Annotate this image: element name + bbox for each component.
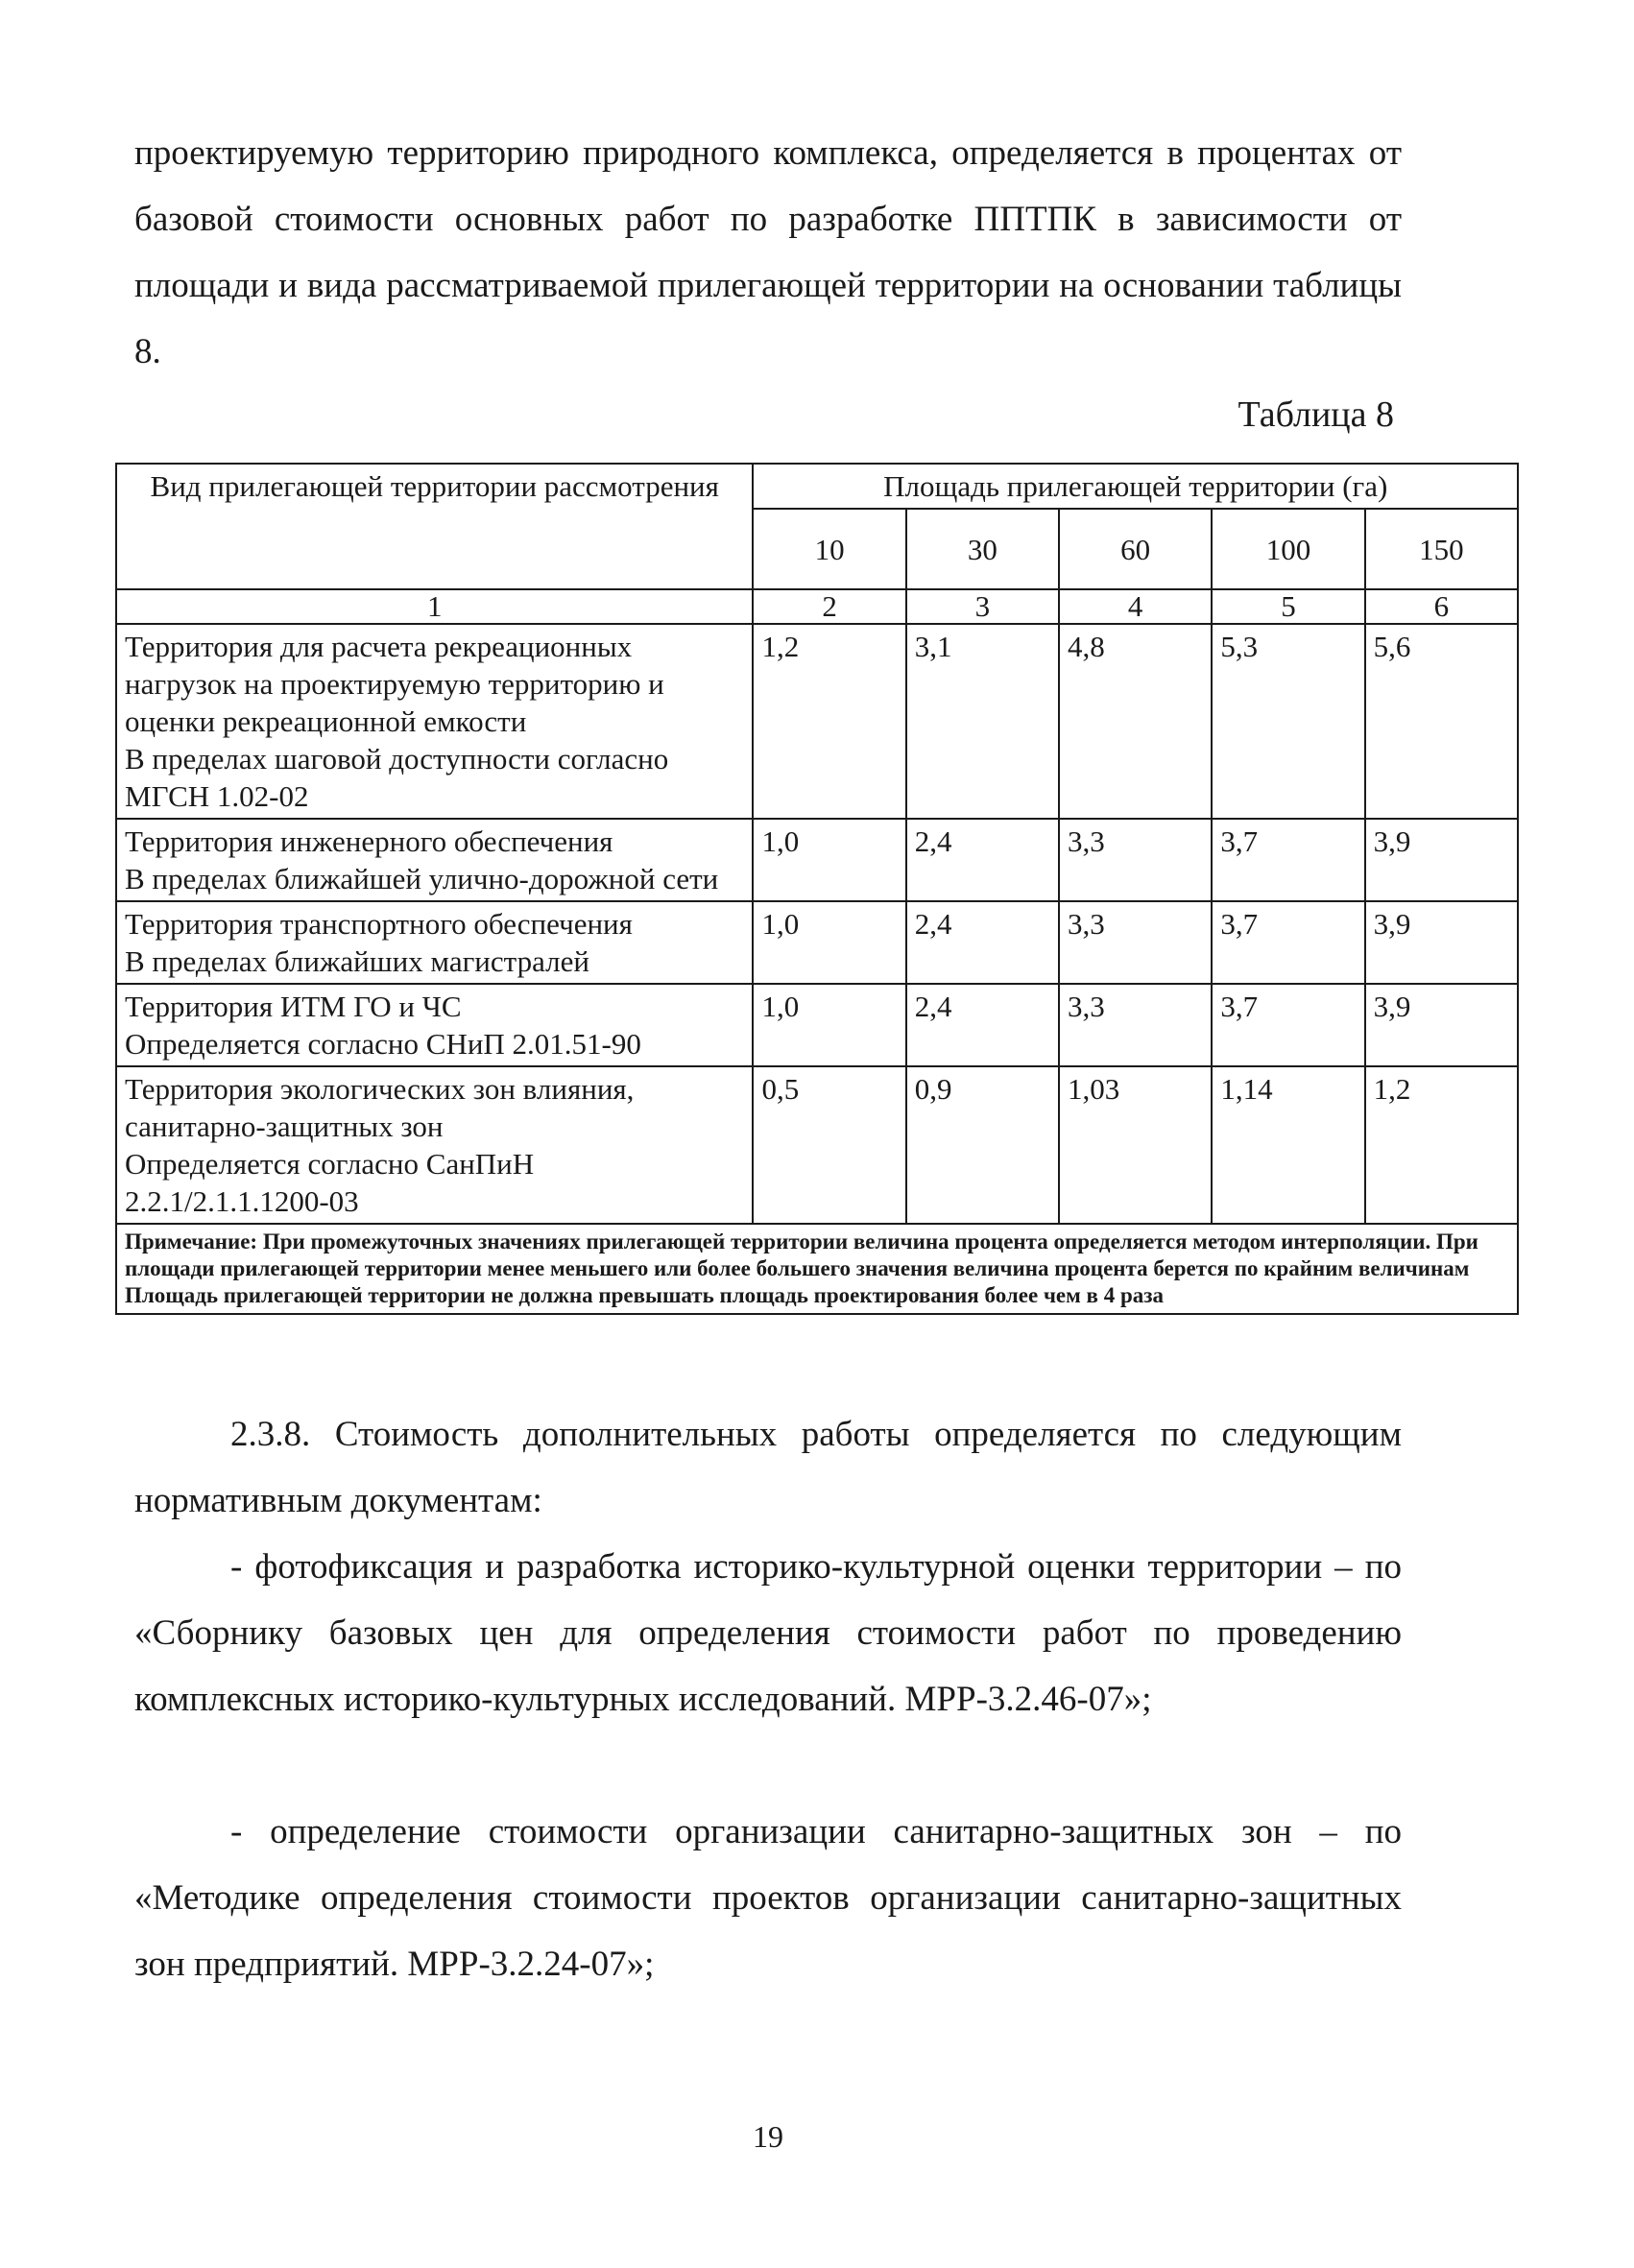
- table-row: [116, 624, 1518, 819]
- value-cell: 3,9: [1365, 984, 1518, 1066]
- bullet-photo-fixation: - фотофиксация и разработка историко-культурной оценки территории – по «Сборнику базовых цен для определения стоимости работ по проведению комплексных историко-культурных исследований. МРР-3.2.46-07»;: [134, 1547, 1402, 1719]
- table-note-row: [116, 1224, 1518, 1314]
- table-header-row: [116, 464, 1518, 509]
- value-cell: 2,4: [906, 819, 1059, 901]
- row-label: [116, 624, 753, 819]
- index-cell: 1: [116, 589, 753, 624]
- value-cell: 3,9: [1365, 901, 1518, 984]
- value-cell: 1,03: [1059, 1066, 1212, 1224]
- value-cell: 5,3: [1212, 624, 1364, 819]
- intro-paragraph: проектируемую территорию природного комплекса, определяется в процентах от базовой стоимости основных работ по разработке ППТПК в зависимости от площади и вида рассматриваемой прилегающей территории на основании таблицы 8.: [134, 133, 1402, 371]
- value-cell: 2,4: [906, 984, 1059, 1066]
- header-area-col: 150: [1365, 509, 1518, 589]
- row-label-line: Территория инженерного обеспечения: [125, 824, 613, 858]
- value-cell: 3,3: [1059, 819, 1212, 901]
- header-area-col: 100: [1212, 509, 1364, 589]
- table-index-row: [116, 589, 1518, 624]
- value-cell: 0,9: [906, 1066, 1059, 1224]
- row-label: [116, 819, 753, 901]
- value-cell: 3,1: [906, 624, 1059, 819]
- row-label-line: Территория транспортного обеспечения: [125, 907, 633, 941]
- value-cell: 1,2: [753, 624, 905, 819]
- value-cell: 3,7: [1212, 819, 1364, 901]
- value-cell: 1,0: [753, 901, 905, 984]
- table-row: [116, 901, 1518, 984]
- value-cell: 1,14: [1212, 1066, 1364, 1224]
- row-label-line: Определяется согласно СанПиН 2.2.1/2.1.1.1200-03: [125, 1147, 535, 1218]
- value-cell: 3,7: [1212, 984, 1364, 1066]
- page-number: 19: [753, 2119, 783, 2154]
- row-label: [116, 1066, 753, 1224]
- header-area-col: 30: [906, 509, 1059, 589]
- note-line: Примечание: При промежуточных значениях прилегающей территории величина процента определяется методом интерполяции. При площади прилегающей территории менее меньшего или более большего значения величина процента берется по крайним величинам: [125, 1229, 1478, 1280]
- value-cell: 3,7: [1212, 901, 1364, 984]
- bullet-sanitary-zones: - определение стоимости организации санитарно-защитных зон – по «Методике определения стоимости проектов организации санитарно-защитных зон предприятий. МРР-3.2.24-07»;: [134, 1812, 1402, 1984]
- header-area-col: 60: [1059, 509, 1212, 589]
- value-cell: 4,8: [1059, 624, 1212, 819]
- value-cell: 0,5: [753, 1066, 905, 1224]
- value-cell: 5,6: [1365, 624, 1518, 819]
- index-cell: 6: [1365, 589, 1518, 624]
- row-label-line: В пределах ближайших магистралей: [125, 944, 589, 978]
- row-label: [116, 984, 753, 1066]
- section-paragraph-2-3-8: 2.3.8. Стоимость дополнительных работы определяется по следующим нормативным документам:: [134, 1415, 1402, 1520]
- table-caption: Таблица 8: [1238, 394, 1394, 435]
- row-label-line: В пределах шаговой доступности согласно МГСН 1.02-02: [125, 742, 669, 813]
- row-label-line: Территория ИТМ ГО и ЧС: [125, 990, 462, 1023]
- table-row: [116, 1066, 1518, 1224]
- value-cell: 1,0: [753, 819, 905, 901]
- row-label-line: Территория экологических зон влияния, санитарно-защитных зон: [125, 1072, 635, 1143]
- row-label-line: В пределах ближайшей улично-дорожной сети: [125, 862, 719, 895]
- coefficient-table: [115, 463, 1519, 1315]
- table-row: [116, 819, 1518, 901]
- index-cell: 5: [1212, 589, 1364, 624]
- row-label-line: Определяется согласно СНиП 2.01.51-90: [125, 1027, 641, 1061]
- row-label-line: Территория для расчета рекреационных нагрузок на проектируемую территорию и оценки рекреационной емкости: [125, 630, 664, 738]
- header-area: Площадь прилегающей территории (га): [753, 464, 1518, 509]
- note-line: Площадь прилегающей территории не должна превышать площадь проектирования более чем в 4 раза: [125, 1283, 1165, 1307]
- header-territory-type: Вид прилегающей территории рассмотрения: [116, 464, 753, 589]
- table-note: [116, 1224, 1518, 1314]
- index-cell: 4: [1059, 589, 1212, 624]
- value-cell: 3,3: [1059, 901, 1212, 984]
- value-cell: 3,3: [1059, 984, 1212, 1066]
- table-row: [116, 984, 1518, 1066]
- index-cell: 3: [906, 589, 1059, 624]
- value-cell: 2,4: [906, 901, 1059, 984]
- index-cell: 2: [753, 589, 905, 624]
- value-cell: 1,0: [753, 984, 905, 1066]
- value-cell: 1,2: [1365, 1066, 1518, 1224]
- value-cell: 3,9: [1365, 819, 1518, 901]
- header-area-col: 10: [753, 509, 905, 589]
- row-label: [116, 901, 753, 984]
